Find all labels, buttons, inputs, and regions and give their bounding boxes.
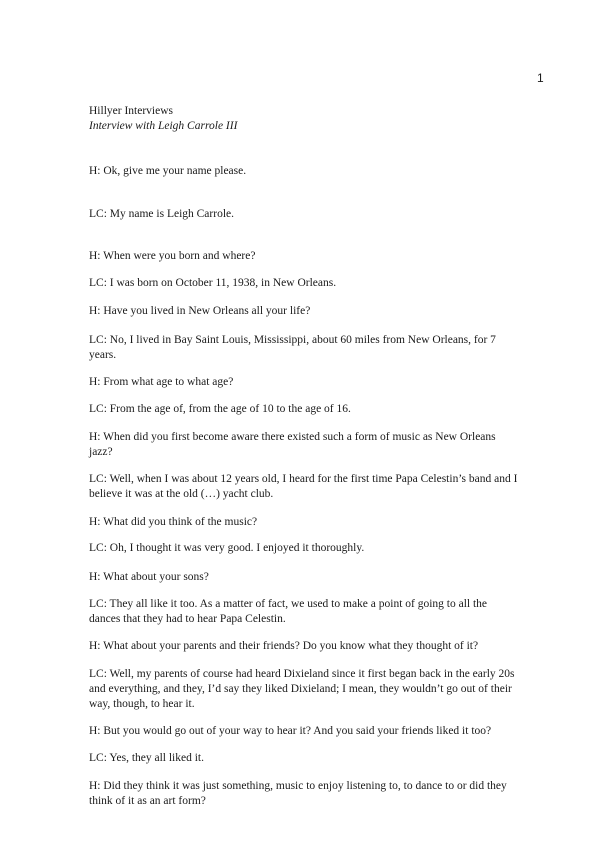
page-number: 1 [537, 71, 544, 85]
transcript-line: LC: My name is Leigh Carrole. [89, 208, 234, 220]
transcript-line: H: When did you first become aware there existed such a form of music as New Orleans jazz? [89, 431, 496, 458]
transcript-line: H: Did they think it was just something, music to enjoy listening to, to dance to or did they think of it as an art form? [89, 780, 507, 807]
transcript-line: LC: Well, my parents of course had heard Dixieland since it first began back in the early 20s and everything, and they, I’d say they liked Dixieland; I mean, they wouldn’t go out of their way, though, to hear it. [89, 668, 515, 710]
transcript-line: H: What about your parents and their friends? Do you know what they thought of it? [89, 640, 479, 652]
transcript-line: H: From what age to what age? [89, 376, 234, 388]
transcript-line: LC: Well, when I was about 12 years old, I heard for the first time Papa Celestin’s band and I believe it was at the old (…) yacht club. [89, 473, 518, 500]
transcript-line: H: What about your sons? [89, 571, 209, 583]
transcript-line: H: But you would go out of your way to hear it? And you said your friends liked it too? [89, 725, 492, 737]
transcript-line: LC: They all like it too. As a matter of fact, we used to make a point of going to all the dances that they had to hear Papa Celestin. [89, 598, 488, 625]
transcript-line: LC: I was born on October 11, 1938, in New Orleans. [89, 277, 337, 289]
transcript-line: H: Have you lived in New Orleans all your life? [89, 305, 311, 317]
transcript-line: H: When were you born and where? [89, 250, 256, 262]
transcript-line: H: What did you think of the music? [89, 516, 258, 528]
document-title: Hillyer Interviews [89, 105, 173, 117]
document-body [89, 104, 519, 807]
document-subtitle: Interview with Leigh Carrole III [89, 120, 238, 132]
transcript-line: LC: Yes, they all liked it. [89, 752, 204, 764]
transcript-line: H: Ok, give me your name please. [89, 165, 247, 177]
transcript-line: LC: Oh, I thought it was very good. I enjoyed it thoroughly. [89, 542, 365, 554]
transcript-line: LC: From the age of, from the age of 10 to the age of 16. [89, 403, 351, 415]
transcript-line: LC: No, I lived in Bay Saint Louis, Mississippi, about 60 miles from New Orleans, for 7 years. [89, 334, 496, 361]
